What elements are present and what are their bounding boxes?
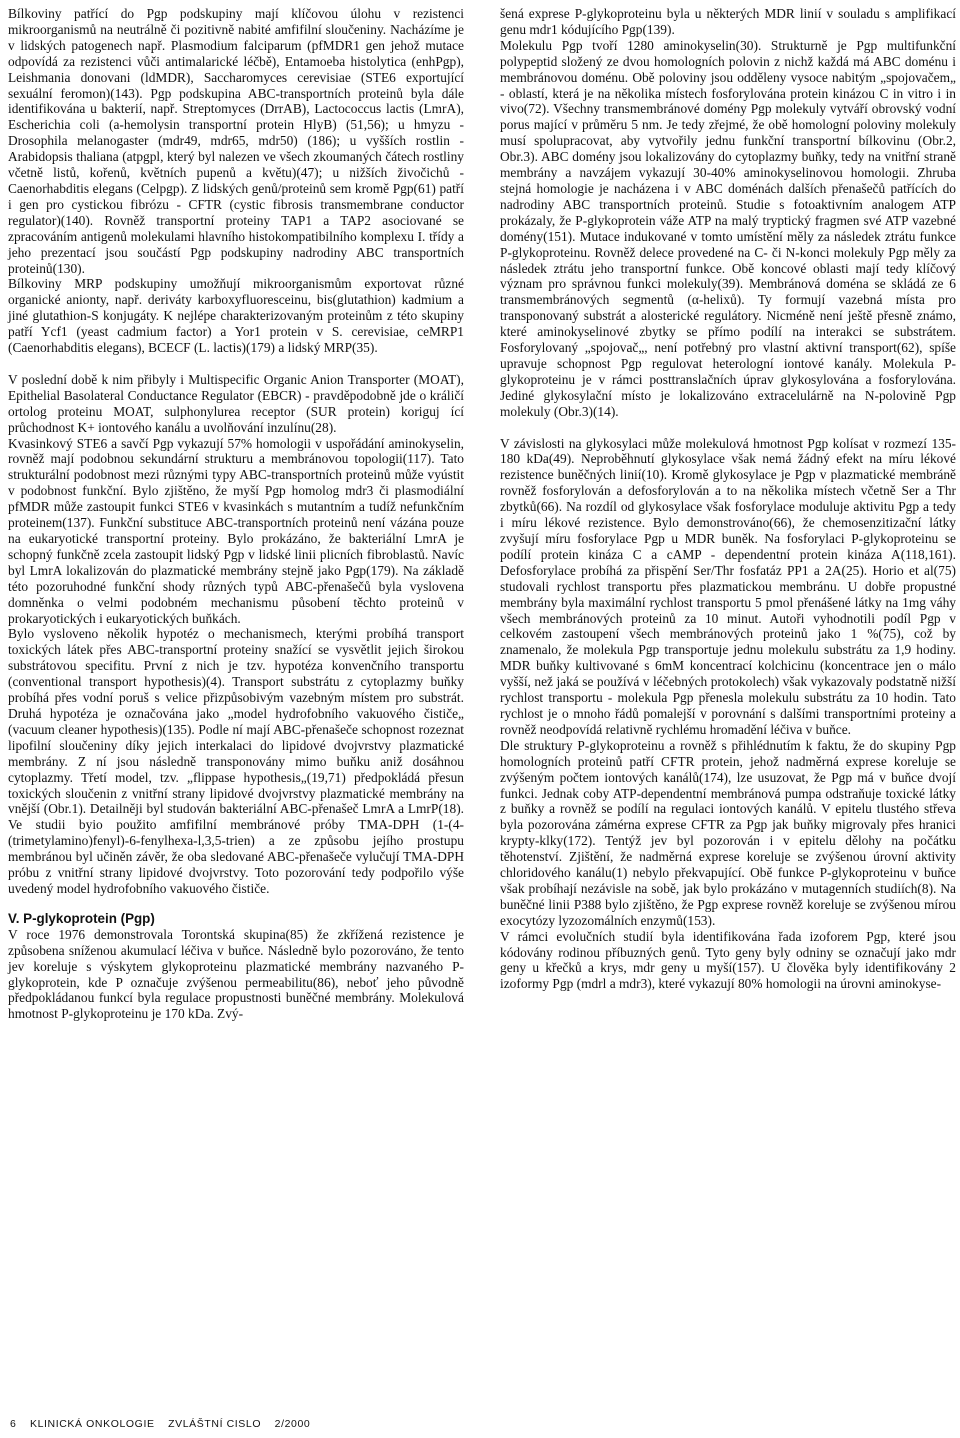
paragraph-mrp-subgroup: Bílkoviny MRP podskupiny umožňují mikroorganismům exportovat různé organické anionty, např. deriváty karboxyfluoresceinu, bis(glutathion) kadmium a jiné glutathion-S konjugáty. K nejlépe charakterizovaným proteinům z této skupiny patří Ycf1 (yeast cadmium factor) a Yor1 protein v S. cerevisiae, ceMRP1 (Caenorhabditis elegans), BCECF (L. lactis)(179) a lidský MRP(35). [8, 276, 464, 356]
paragraph-cftr-dual-function: Dle struktury P-glykoproteinu a rovněž s přihlédnutím k faktu, že do skupiny Pgp homologních proteinů patří CFTR protein, jehož nadměrná exprese koreluje se zvýšeným počtem iontových kanálů(174), lze usuzovat, že Pgp má v buňce dvojí funkci. Jednak coby ATP-dependentní membránová pumpa odstraňuje toxické látky z buňky a rovněž se podílí na regulaci iontových kanálů. V epitelu tlustého střeva byla pozorována zámérna exprese CFTR za Pgp jak buňky migrovaly přes hranici krypty-klky(172). Tentýž jev byl pozorován i v epitelu dělohy na počátku těhotenství. Zjištění, že nadměrná exprese koreluje se zvýšenou úrovní aktivity chloridového kanálu(1) nebylo překvapující. Obě funkce P-glykoproteinu v buňce však probíhají nezávisle na sobě, jak bylo prokázáno v mutagenních studiích(8). Na buněčné linii P388 bylo zjištěno, že Pgp exprese rovněž koreluje se zvýšenou mírou exocytózy lyzozomálních enzymů(153). [500, 737, 956, 928]
paragraph-pgp-subgroup: Bílkoviny patřící do Pgp podskupiny mají klíčovou úlohu v rezistenci mikroorganismů na neutrálně či pozitivně nabité amfifilní sloučeniny. Nacházíme je v lidských patogenech např. Plasmodium falciparum (pfMDR1 gen jehož mutace odpovídá za rezistenci vůči antimalarické léčbě), Entamoeba histolytica (enhPgp), Leishmania donovani (ldMDR), Saccharomyces cerevisiae (STE6 exportující sexuální feromon)(143). Pgp podskupina ABC-transportních proteinů byla dále identifikována u bakterií, např. Streptomyces (DrrAB), Lactococcus lactis (LmrA), Escherichia coli (a-hemolysin transportní protein HlyB) (51,56); u hmyzu - Drosophila melanogaster (mdr49, mdr65, mdr50) (186); u vyšších rostlin - Arabidopsis thaliana (atpgpl, který byl nalezen ve všech zkoumaných čátech rostliny včetně listů, kořenů, květních pupenů a květu)(47); u nižších živočichů - Caenorhabditis elegans (Celpgp). Z lidských genů/proteinů sem kromě Pgp(61) patří i gen pro cystickou fibrózu - CFTR (cystic fibrosis transmembrane conductor regulator)(140). Rovněž transportní proteiny TAP1 a TAP2 asociované se zpracováním antigenů molekulami hlavního histokompatibilního komplexu I. třídy a jeho prezentací jsou součástí Pgp podskupiny nadrodiny ABC transportních proteinů(130). [8, 6, 464, 276]
paragraph-toronto-group: V roce 1976 demonstrovala Torontská skupina(85) že zkřížená rezistence je způsobena sníženou akumulací léčiva v buňce. Následně bylo pozorováno, že tento jev koreluje s výskytem glykoproteinu plazmatické membrány nazvaného P-glykoprotein, kde P označuje zvýšenou permeabilitu(86), neboť jeho původně předpokládanou funkcí byla regulace propustnosti buněčné membrány. Molekulová hmotnost P-glykoproteinu je 170 kDa. Zvý- [8, 926, 464, 1022]
paragraph-ste6-homology: Kvasinkový STE6 a savčí Pgp vykazují 57% homologii v uspořádání aminokyselin, rovněž mají podobnou sekundární strukturu a membránovou topologii(117). Tato strukturální podobnost mezi různými typy ABC-transportních proteinů může vyústit v podobnost funkční. Bylo zjištěno, že myší Pgp homolog mdr3 či plasmodiální pfMDR může zastoupit funkci STE6 v kvasinkách s mutantním a tudíž nefunkčním proteinem(137). Funkční substituce ABC-transportních proteinů není vázána pouze na eukaryotické transportní proteiny. Bylo prokázáno, že bakteriální LmrA je schopný funkčně zcela zastoupit lidský Pgp v lidské linii plicních fibroblastů. Navíc byl LmrA lokalizován do plazmatické membrány stejně jako Pgp(179). Na základě této pozoruhodné funkční shody různých typů ABC-přenašečů byla vyslovena domněnka o velmi podobném mechanismu působení těchto proteinů v prokaryotických i eukaryotických buňkách. [8, 435, 464, 626]
paragraph-pgp-structure: Molekulu Pgp tvoří 1280 aminokyselin(30). Strukturně je Pgp multifunkční polypeptid složený ze dvou homologních polovin z nichž každá má ABC doménu i membránovou doménu. Obě poloviny jsou odděleny vysoce nabitým „spojovačem„ - oblastí, která je na několika místech fosforylována protein kinázou C in vitro i in vivo(72). Všechny transmembránové domény Pgp molekuly vytváří obrovský vodní porus mající v průměru 5 nm. Je tedy zřejmé, že obě homologní poloviny molekuly musí spolupracovat, aby vytvořily jednu funkční transportní bílkovinu (Obr.2, Obr.3). ABC domény jsou lokalizovány do cytoplazmy buňky, tedy na vnitřní straně membrány a navzájem vykazují 30-40% aminokyselinovou homologii. Zhruba stejná homologie je nacházena i v ABC doménách dalších přenašečů patřících do nadrodiny ABC transportních proteinů. Studie s fotoaktivním analogem ATP prokázaly, že P-glykoprotein váže ATP na malý tryptický fragmen své ATP vazebné domény(151). Mutace indukované v tomto umístění měly za následek ztrátu funkce P-glykoproteinu. Rovněž delece provedené na C- či N-konci molekuly Pgp měly za následek ztrátu jeho transportní funkce. Obě koncové oblasti mají tedy klíčový význam pro správnou funkci molekuly(39). Membránová doména se skládá ze 6 transmembránových segmentů (α-helixů). Ty formují vazebná místa pro transponovaný substrát a alosterické regulátory. Nicméně není ještě přesně známo, které aminokyselinové zbytky se přímo podílí na interakci se substrátem. Fosforylovaný „spojovač„, není potřebný pro vlastní aktivní transport(62), spíše upravuje schopnost Pgp regulovat heterologní iontové kanály. Molekula P-glykoproteinu je v rámci posttranslačních úprav glykosylována a fosforylována. Jediné glykosylační místo je lokalizováno extracelulárně na N-polovině Pgp molekuly (Obr.3)(14). [500, 37, 956, 419]
paragraph-glycosylation: V závislosti na glykosylaci může molekulová hmotnost Pgp kolísat v rozmezí 135-180 kDa(49). Neproběhnutí glykosylace však nemá žádný efekt na míru lékové rezistence buněčných linií(10). Kromě glykosylace je Pgp v plazmatické membráně rovněž fosforylován a defosforylován a to na několika místech včetně Ser a Thr zbytků(66). Na rozdíl od glykosylace však fosforylace moduluje aktivitu Pgp a tedy i míru lékové rezistence. Bylo demonstrováno(66), že chemosenzitizační látky zvyšují míru fosforylace Pgp u MDR buněk. Na fosforylaci P-glykoproteinu se podílí protein kináza C a cAMP - dependentní protein kináza A(118,161). Defosforylace probíhá za přispění Ser/Thr fosfatáz PP1 a 2A(25). Horio et al(75) studovali rychlost transportu přes plazmatickou membránu. U dobře propustné membrány byla maximální rychlost transportu 5 pmol přenášené látky na 1mg váhy všech membránových proteinů za 10 minut. Autoři vyhodnotili podíl Pgp v celkovém zastoupení všech membránových proteinů jako 1 %(75), což by znamenalo, že molekula Pgp transportuje jednu molekulu substrátu za 1,9 hodiny. MDR buňky kultivované s 6mM koncentrací kolchicinu (koncentrace jen o málo vyšší, než jaká se používá v léčebných protokolech) však vykazovaly podstatně nižší rychlost transportu - molekula Pgp přenesla molekulu substrátu za 10 hodin. Tato rychlost je o mnoho řádů pomalejší v porovnání s dalšími transportními proteiny a rovněž neodpovídá relativně rychlému hromadění léčiva v buňce. [500, 435, 956, 737]
page-footer [10, 1418, 320, 1430]
journal-issue: ZVLÁŠTNÍ CISLO [168, 1418, 262, 1430]
paragraph-moat-ebcr: V poslední době k nim přibyly i Multispecific Organic Anion Transporter (MOAT), Epithelial Basolateral Conductance Regulator (EBCR) - pravděpodobně jde o králičí ortolog proteinu MOAT, sulphonylurea receptor (SUR protein) koriguj ící průchodnost K+ iontového kanálu a uvolňování inzulínu(28). [8, 371, 464, 435]
section-heading-p-glycoprotein: V. P-glykoprotein (Pgp) [8, 910, 155, 926]
paragraph-transport-hypotheses: Bylo vysloveno několik hypotéz o mechanismech, kterými probíhá transport toxických látek přes ABC-transportní proteiny snažící se vysvětlit jejich širokou substrátovou specifitu. První z nich je tzv. hypotéza konvenčního transportu (conventional transport hypothesis)(4). Transport substrátu z cytoplazmy buňky probíhá přes vodní poruš s velice přizpůsobivým vazebným místem pro substrát. Druhá hypotéza je označována jako „model hydrofobního vakuového čističe„ (vacuum cleaner hypothesis)(135). Podle ní mají ABC-přenašeče schopnost rozeznat lipofilní sloučeniny díky jejich interkalaci do lipidové dvojvrstvy plazmatické membrány. Z ní jsou následně transponovány mimo buňku aniž dosáhnou cytoplazmy. Třetí model, tzv. „flippase hypothesis„(19,71) předpokládá přesun toxických sloučenin z vnitřní strany lipidové dvojvrstvy plazmatické membrány na vnější (Obr.1). Detailněji byl studován bakteriální ABC-přenašeč LmrA a LmrP(18). Ve studii byio použito amfifilní membránové próby TMA-DPH (1-(4-(trimetylamino)fenyl)-6-fenylhexa-l,3,5-trien) a ze způsobu jejího prostupu membránou byl učiněn závěr, že oba sledované ABC-přenašeče vylučují TMA-DPH próbu z vnitřní strany lipidové dvojvrstvy. Toto pozorování tedy podpořilo výše uvedený model hydrofobního vakuového čističe. [8, 626, 464, 896]
right-column [500, 6, 956, 992]
left-column [8, 6, 464, 1022]
journal-year: 2/2000 [274, 1418, 311, 1430]
journal-name: KLINICKÁ ONKOLOGIE [29, 1418, 155, 1430]
paragraph-isoforms: V rámci evolučních studií byla identifikována řada izoforem Pgp, které jsou kódovány rodinou příbuzných genů. Tyto geny byly odniny se označují jako mdr geny u křečků a krys, mdr geny u myší(157). U člověka byly identifikovány 2 izoformy Pgp (mdrl a mdr3), které vykazují 80% homologii na úrovni aminokyse- [500, 928, 956, 992]
paragraph-mdr1-amplification: šená exprese P-glykoproteinu byla u některých MDR linií v souladu s amplifikací genu mdr1 kódujícího Pgp(139). [500, 6, 956, 37]
page-number: 6 [10, 1418, 17, 1430]
